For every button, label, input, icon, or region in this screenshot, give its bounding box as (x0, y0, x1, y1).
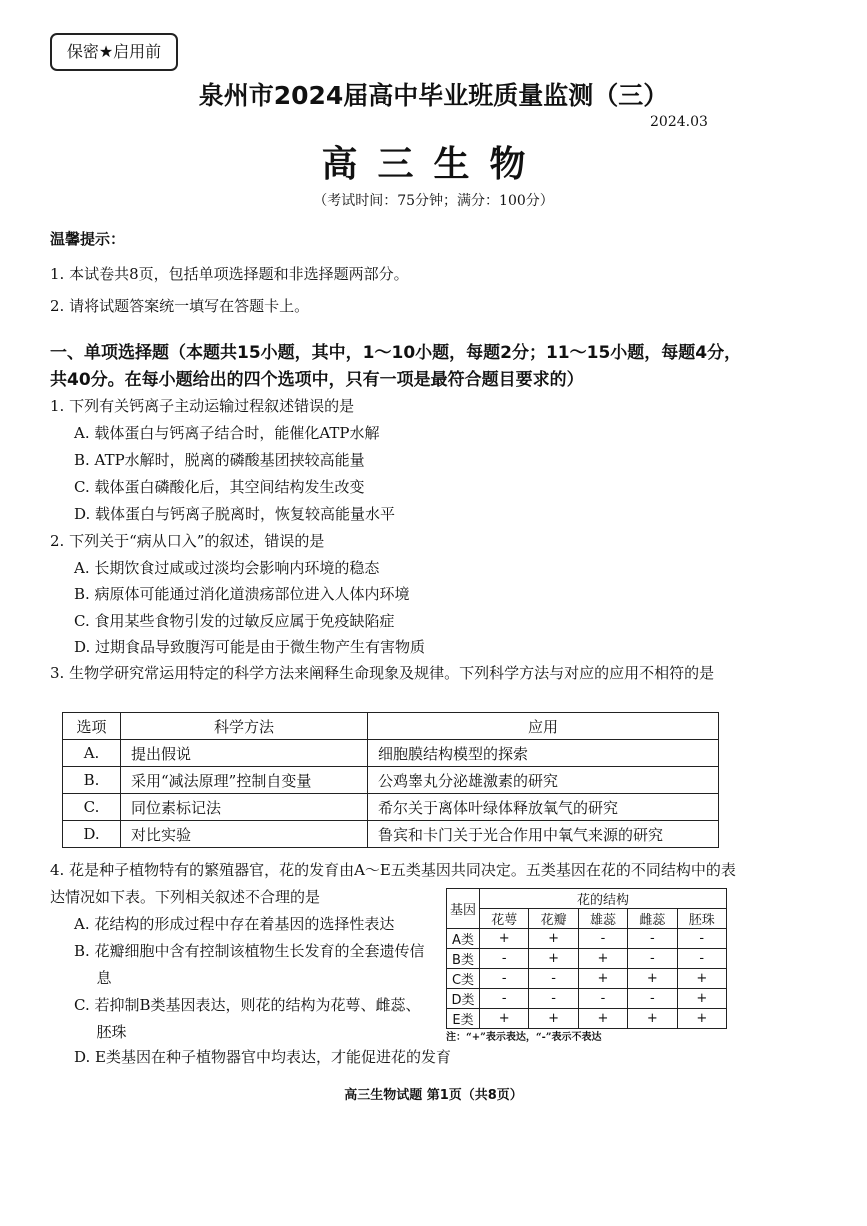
question-4-stem: 4. 花是种子植物特有的繁殖器官，花的发育由A～E五类基因共同决定。五类基因在花的不同结构中的表达情况如下表。下列相关叙述不合理的是 (50, 861, 736, 906)
table-cell: + (480, 1009, 529, 1029)
table-cell: - (480, 969, 529, 989)
table-cell: - (529, 969, 578, 989)
question-1-stem: 1. 下列有关钙离子主动运输过程叙述错误的是 (50, 397, 355, 415)
table-cell: + (529, 929, 578, 949)
table-cell: E类 (447, 1009, 480, 1029)
table-header: 花瓣 (529, 909, 578, 929)
table-header: 选项 (63, 713, 121, 740)
table-row (447, 929, 727, 949)
table-cell: D. (63, 821, 121, 848)
table-header: 雄蕊 (578, 909, 627, 929)
table-cell: B类 (447, 949, 480, 969)
table-cell: + (628, 969, 677, 989)
table-cell: 希尔关于离体叶绿体释放氧气的研究 (368, 794, 719, 821)
table-header-row (447, 889, 727, 909)
table-header: 花萼 (480, 909, 529, 929)
table-header: 雌蕊 (628, 909, 677, 929)
section-heading: 一、单项选择题（本题共15小题，其中，1～10小题，每题2分；11～15小题，每题4分，共40分。在每小题给出的四个选项中，只有一项是最符合题目要求的） (50, 343, 742, 390)
table-row (63, 767, 719, 794)
exam-title: 泉州市2024届高中毕业班质量监测（三） (198, 81, 669, 110)
table-cell: D类 (447, 989, 480, 1009)
table-header-row (447, 909, 727, 929)
table-cell: A. (63, 740, 121, 767)
table-cell: - (480, 989, 529, 1009)
exam-time-info: （考试时间：75分钟；满分：100分） (313, 193, 554, 209)
table-cell: + (578, 969, 627, 989)
table-row (447, 989, 727, 1009)
table-cell: 提出假说 (121, 740, 368, 767)
table-cell: - (677, 929, 726, 949)
table-cell: + (677, 989, 726, 1009)
table-cell: + (677, 1009, 726, 1029)
confidential-label: 保密★启用前 (50, 33, 178, 71)
table-cell: - (529, 989, 578, 1009)
tip-item: 2. 请将试题答案统一填写在答题卡上。 (50, 297, 310, 315)
table-header-row (63, 713, 719, 740)
table-cell: + (529, 949, 578, 969)
table-cell: + (480, 929, 529, 949)
question-3-table (62, 712, 719, 848)
table-cell: - (628, 949, 677, 969)
question-3-stem: 3. 生物学研究常运用特定的科学方法来阐释生命现象及规律。下列科学方法与对应的应用不相符的是 (50, 664, 715, 682)
table-row (447, 969, 727, 989)
table-cell: - (578, 989, 627, 1009)
table-cell: - (628, 989, 677, 1009)
table-row (63, 794, 719, 821)
table-cell: 细胞膜结构模型的探索 (368, 740, 719, 767)
question-2-option: A. 长期饮食过咸或过淡均会影响内环境的稳态 (74, 559, 380, 577)
table-header: 科学方法 (121, 713, 368, 740)
table-cell: C. (63, 794, 121, 821)
subject-title: 高三生物 (321, 144, 546, 185)
question-2-option: B. 病原体可能通过消化道溃疡部位进入人体内环境 (74, 585, 410, 603)
question-4-option: D. E类基因在种子植物器官中均表达，才能促进花的发育 (74, 1048, 451, 1066)
gene-expression-table (446, 888, 727, 1029)
question-2-option: D. 过期食品导致腹泻可能是由于微生物产生有害物质 (74, 638, 426, 656)
table-row (447, 1009, 727, 1029)
table-header: 应用 (368, 713, 719, 740)
table-header: 基因 (447, 889, 480, 929)
table-header: 胚珠 (677, 909, 726, 929)
table-cell: C类 (447, 969, 480, 989)
question-1-option: C. 载体蛋白磷酸化后，其空间结构发生改变 (74, 478, 365, 496)
table-row (63, 740, 719, 767)
table-cell: + (578, 949, 627, 969)
table-header: 花的结构 (480, 889, 727, 909)
table-cell: - (628, 929, 677, 949)
table-cell: + (628, 1009, 677, 1029)
page-footer: 高三生物试题 第1页（共8页） (344, 1088, 523, 1103)
table-cell: 采用“减法原理”控制自变量 (121, 767, 368, 794)
table-cell: + (578, 1009, 627, 1029)
question-4-option: A. 花结构的形成过程中存在着基因的选择性表达 (74, 915, 395, 933)
table-cell: - (480, 949, 529, 969)
table-cell: - (677, 949, 726, 969)
tips-heading: 温馨提示： (50, 230, 126, 248)
table-cell: 鲁宾和卡门关于光合作用中氧气来源的研究 (368, 821, 719, 848)
tip-item: 1. 本试卷共8页，包括单项选择题和非选择题两部分。 (50, 265, 409, 283)
question-2-stem: 2. 下列关于“病从口入”的叙述，错误的是 (50, 532, 325, 550)
question-1-option: A. 载体蛋白与钙离子结合时，能催化ATP水解 (74, 424, 380, 442)
table-cell: A类 (447, 929, 480, 949)
exam-date: 2024.03 (650, 114, 708, 130)
table-cell: + (677, 969, 726, 989)
table-row (63, 821, 719, 848)
question-1-option: D. 载体蛋白与钙离子脱离时，恢复较高能量水平 (74, 505, 396, 523)
table-cell: B. (63, 767, 121, 794)
question-4-option: C. 若抑制B类基因表达，则花的结构为花萼、雌蕊、胚珠 (74, 996, 421, 1041)
table-note: 注：“+”表示表达，“-”表示不表达 (446, 1032, 602, 1043)
table-cell: 公鸡睾丸分泌雄激素的研究 (368, 767, 719, 794)
table-cell: 同位素标记法 (121, 794, 368, 821)
question-1-option: B. ATP水解时，脱离的磷酸基团挟较高能量 (74, 451, 365, 469)
question-4-option: B. 花瓣细胞中含有控制该植物生长发育的全套遗传信息 (74, 942, 425, 987)
table-cell: - (578, 929, 627, 949)
table-cell: + (529, 1009, 578, 1029)
table-row (447, 949, 727, 969)
question-2-option: C. 食用某些食物引发的过敏反应属于免疫缺陷症 (74, 612, 395, 630)
table-cell: 对比实验 (121, 821, 368, 848)
